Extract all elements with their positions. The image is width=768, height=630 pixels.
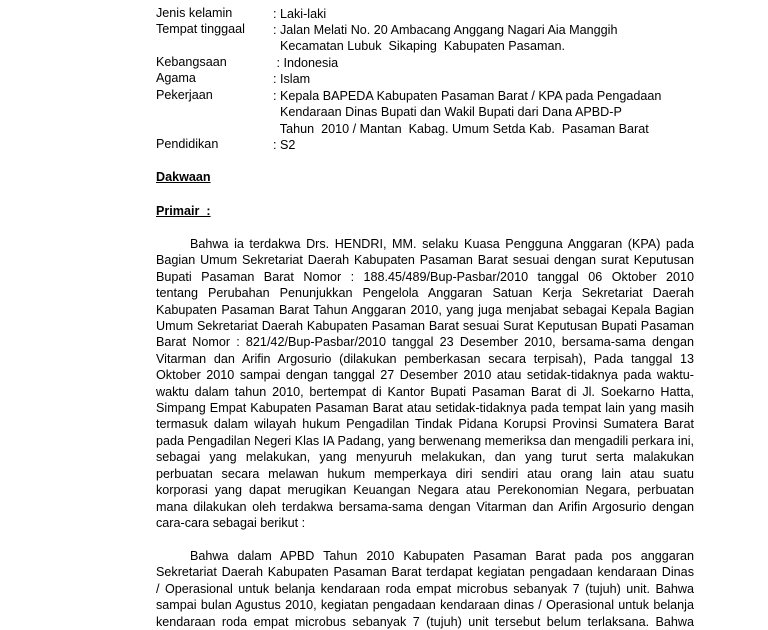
text-line: sebagai yang melakukan, yang menyuruh melakukan, dan yang turut serta malakukan (156, 450, 694, 465)
field-education (156, 137, 295, 153)
text-line: sampai bulan Agustus 2010, kegiatan pengadaan kendaraan dinas / Operasional untuk belanja (156, 598, 694, 613)
field-value: : Laki-laki (273, 7, 327, 21)
field-occupation (156, 88, 661, 137)
field-value: : Indonesia (273, 56, 339, 70)
text-line: cara-cara sebagai berikut : (156, 515, 306, 530)
text-line: pada Pengadilan Negeri Klas IA Padang, yang berwenang memeriksa dan mengadili perkara ini, (156, 433, 694, 448)
text-line: Simpang Empat Kabupaten Pasaman Barat atau setidak-tidaknya pada tempat lain yang masih (156, 401, 694, 416)
text-line: Umum Sekretariat Daerah Kabupaten Pasaman Barat sesuai Surat Keputusan Bupati Pasaman (156, 319, 694, 334)
text-line: korporasi yang dapat merugikan Keuangan Negara atau Perekonomian Negara, perbuatan (156, 483, 694, 498)
text-line: Bupati Pasaman Barat Nomor : 188.45/489/Bup-Pasbar/2010 tanggal 06 Oktober 2010 (156, 269, 694, 284)
text-line: Oktober 2010 sampai dengan tanggal 27 Desember 2010 atau setidak-tidaknya pada waktu- (156, 368, 694, 383)
field-label: Kebangsaan (156, 55, 227, 69)
text-line: tentang Perubahan Penunjukkan Pengelola Anggaran Satuan Kerja Sekretariat Daerah (156, 286, 694, 301)
text-line: Sekretariat Daerah Kabupaten Pasaman Barat terdapat kegiatan pengadaan kendaraan Dinas (156, 565, 694, 580)
text-line: Vitarman dan Arifin Argosurio (dilakukan pemberkasan secara terpisah), Pada tanggal 13 (156, 351, 694, 366)
field-nationality (156, 55, 338, 71)
field-label: Tempat tinggaal (156, 22, 245, 36)
field-value: : Islam (273, 72, 311, 86)
text-line: kendaraan roda empat microbus sebanyak 7 (tujuh) unit tersebut belum terlaksana. Bahwa (156, 614, 694, 629)
field-religion (156, 71, 310, 87)
text-line: waktu dalam tahun 2010, bertempat di Kantor Bupati Pasaman Barat di Jl. Soekarno Hatta, (156, 384, 694, 399)
text-line: mana dilakukan oleh terdakwa bersama-sama dengan Vitarman dan Arifin Argosurio dengan (156, 499, 694, 514)
paragraph-charge-primary (156, 236, 694, 531)
field-value: : Kepala BAPEDA Kabupaten Pasaman Barat / KPA pada Pengadaan Kendaraan Dinas Bupati dan Wakil Bupati dari Dana APBD-P Tahun 2010 / Mantan Kabag. Umum Setda Kab. Pasaman Barat (273, 89, 662, 136)
field-value: : S2 (273, 138, 296, 152)
text-line: termasuk dalam wilayah hukum Pengadilan Tindak Pidana Korupsi Provinsi Sumatera Barat (156, 417, 694, 432)
text-line: perbuatan secara melawan hukum memperkaya diri sendiri atau orang lain atau suatu (156, 466, 694, 481)
text-line: Barat Nomor : 821/42/Bup-Pasbar/2010 tanggal 23 Desember 2010, bersama-sama dengan (156, 335, 694, 350)
section-title: Dakwaan (156, 170, 211, 184)
field-label: Pekerjaan (156, 88, 213, 102)
subsection-title: Primair : (156, 204, 211, 218)
field-residence (156, 22, 617, 55)
text-line: Kabupaten Pasaman Barat Tahun Anggaran 2010, yang juga menjabat sebagai Kepala Bagian (156, 302, 694, 317)
field-label: Jenis kelamin (156, 6, 233, 20)
field-label: Pendidikan (156, 137, 219, 151)
field-gender (156, 6, 326, 22)
text-line: / Operasional untuk belanja kendaraan roda empat microbus sebanyak 7 (tujuh) unit. Bahwa (156, 581, 694, 596)
text-line: Bahwa ia terdakwa Drs. HENDRI, MM. selaku Kuasa Pengguna Anggaran (KPA) pada (190, 237, 694, 251)
paragraph-apbd (156, 548, 694, 630)
field-value: : Jalan Melati No. 20 Ambacang Anggang Nagari Aia Manggih Kecamatan Lubuk Sikaping Kabupaten Pasaman. (273, 23, 618, 54)
field-label: Agama (156, 71, 196, 85)
text-line: Bagian Umum Sekretariat Daerah Kabupaten Pasaman Barat sesuai dengan surat Keputusan (156, 253, 694, 268)
text-line: Bahwa dalam APBD Tahun 2010 Kabupaten Pasaman Barat pada pos anggaran (190, 549, 694, 563)
